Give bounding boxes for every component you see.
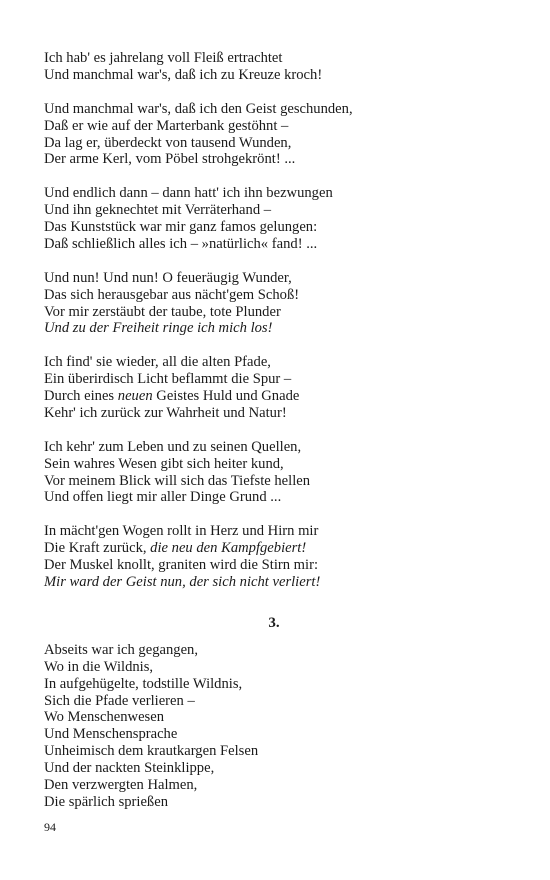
verse-line — [44, 794, 504, 811]
verse-text: Ich hab' es jahrelang voll Fleiß ertrachtet — [44, 50, 283, 66]
verse-text: Kehr' ich zurück zur Wahrheit und Natur! — [44, 404, 287, 421]
verse-line — [44, 540, 504, 557]
poem-text — [44, 50, 504, 811]
verse-line — [44, 202, 504, 219]
verse-text: Der arme Kerl, vom Pöbel strohgekrönt! ... — [44, 151, 296, 168]
verse-text: Der Muskel knollt, graniten wird die Stirn mir: — [44, 557, 318, 574]
verse-text: Daß schließlich alles ich – »natürlich« fand! ... — [44, 235, 318, 252]
verse-text: Ich kehr' zum Leben und zu seinen Quellen, — [44, 438, 302, 455]
verse-text: Vor meinem Blick will sich das Tiefste hellen — [44, 472, 311, 489]
verse-italic-text: neuen — [117, 388, 153, 405]
verse-line — [44, 523, 504, 540]
section-heading: 3. — [268, 614, 280, 631]
verse-text: Wo in die Wildnis, — [44, 658, 154, 675]
verse-text: Das sich herausgebar aus nächt'gem Schoß! — [44, 286, 300, 303]
verse-line — [44, 574, 504, 591]
verse-line — [44, 135, 504, 152]
verse-line — [44, 388, 504, 405]
verse-text: Die Kraft zurück, — [44, 540, 151, 557]
verse-text: Und nun! Und nun! O feueräugig Wunder, — [44, 269, 292, 286]
verse-line — [44, 659, 504, 676]
verse-line — [44, 219, 504, 236]
stanza — [44, 101, 504, 169]
verse-text: Ein überirdisch Licht beflammt die Spur – — [44, 371, 292, 388]
verse-text: Den verzwergten Halmen, — [44, 777, 198, 794]
verse-line — [44, 185, 504, 202]
verse-text: Die spärlich sprießen — [44, 793, 169, 810]
verse-line — [44, 439, 504, 456]
verse-line — [44, 743, 504, 760]
verse-line — [44, 101, 504, 118]
verse-line — [44, 118, 504, 135]
stanza — [44, 270, 504, 338]
verse-line — [44, 777, 504, 794]
verse-text: Wo Menschenwesen — [44, 709, 164, 726]
verse-line — [44, 676, 504, 693]
verse-line — [44, 67, 504, 84]
verse-text: Unheimisch dem krautkargen Felsen — [44, 743, 259, 760]
verse-line — [44, 236, 504, 253]
verse-text: Und endlich dann – dann hatt' ich ihn bezwungen — [44, 185, 333, 202]
verse-text: In mächt'gen Wogen rollt in Herz und Hirn mir — [44, 523, 319, 540]
verse-line — [44, 557, 504, 574]
verse-line — [44, 726, 504, 743]
verse-line — [44, 405, 504, 422]
verse-text: Daß er wie auf der Marterbank gestöhnt – — [44, 117, 289, 134]
verse-line — [44, 709, 504, 726]
verse-line — [44, 371, 504, 388]
verse-line — [44, 287, 504, 304]
stanza — [44, 642, 504, 811]
verse-line — [44, 456, 504, 473]
poem-part-2 — [44, 642, 504, 811]
verse-text: Und offen liegt mir aller Dinge Grund ... — [44, 489, 282, 506]
verse-text: Durch eines — [44, 388, 118, 405]
verse-line — [44, 642, 504, 659]
page-number: 94 — [44, 820, 56, 834]
verse-italic-text: die neu den Kampfgebiert! — [150, 540, 307, 557]
stanza — [44, 354, 504, 422]
verse-line — [44, 760, 504, 777]
verse-text: Abseits war ich gegangen, — [44, 641, 198, 658]
verse-line — [44, 473, 504, 490]
poem-part-1 — [44, 50, 504, 591]
verse-line — [44, 354, 504, 371]
verse-text: Und Menschensprache — [44, 726, 178, 743]
verse-text: Sich die Pfade verlieren – — [44, 692, 195, 709]
verse-text: Ich find' sie wieder, all die alten Pfade, — [44, 354, 271, 371]
stanza — [44, 50, 504, 84]
verse-text: Geistes Huld und Gnade — [152, 388, 300, 405]
verse-text: Und manchmal war's, daß ich den Geist geschunden, — [44, 100, 353, 117]
verse-line — [44, 50, 504, 67]
verse-text: Da lag er, überdeckt von tausend Wunden, — [44, 134, 292, 151]
stanza — [44, 523, 504, 591]
verse-line — [44, 693, 504, 710]
verse-line — [44, 320, 504, 337]
verse-line — [44, 151, 504, 168]
verse-text: In aufgehügelte, todstille Wildnis, — [44, 675, 243, 692]
verse-text: Sein wahres Wesen gibt sich heiter kund, — [44, 455, 284, 472]
stanza — [44, 185, 504, 253]
verse-text: Und ihn geknechtet mit Verräterhand – — [44, 202, 272, 219]
verse-italic-text: Und zu der Freiheit ringe ich mich los! — [44, 320, 273, 337]
verse-text: Und manchmal war's, daß ich zu Kreuze kroch! — [44, 66, 323, 83]
verse-line — [44, 489, 504, 506]
verse-italic-text: Mir ward der Geist nun, der sich nicht verliert! — [44, 574, 321, 590]
verse-text: Und der nackten Steinklippe, — [44, 760, 215, 777]
verse-line — [44, 270, 504, 287]
verse-line — [44, 304, 504, 321]
stanza — [44, 439, 504, 507]
verse-text: Das Kunststück war mir ganz famos gelungen: — [44, 219, 318, 236]
verse-text: Vor mir zerstäubt der taube, tote Plunder — [44, 303, 281, 320]
